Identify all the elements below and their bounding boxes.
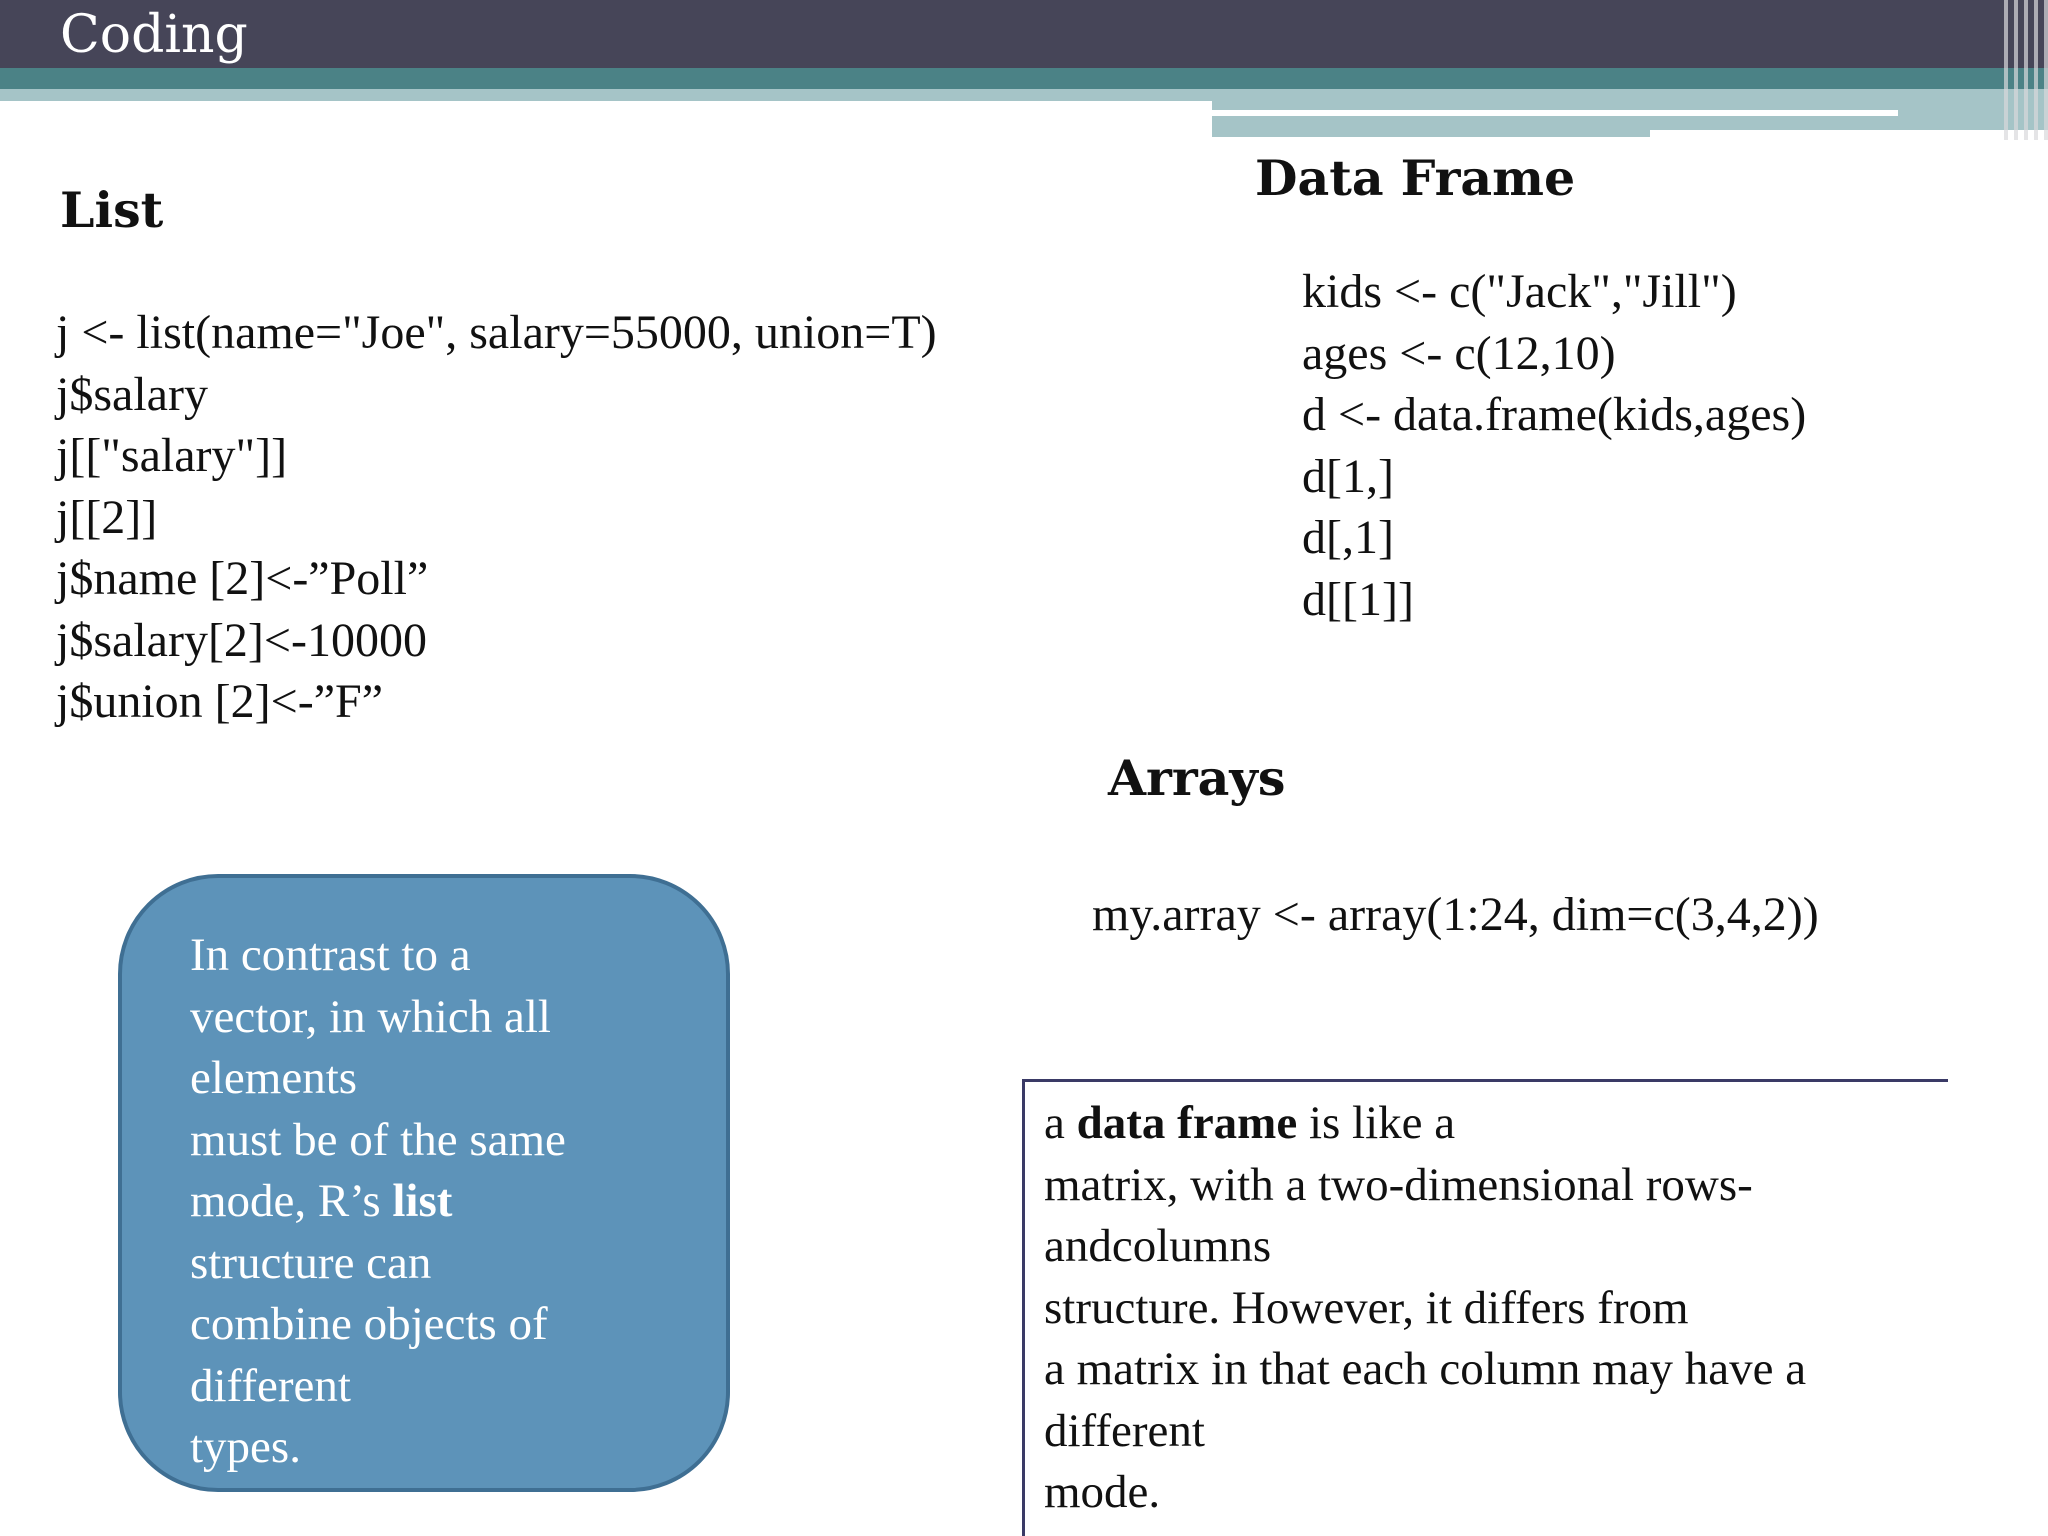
note-suffix: is like a xyxy=(1297,1097,1456,1149)
callout-line: types. xyxy=(190,1421,301,1473)
callout-bold-term: list xyxy=(392,1175,453,1227)
code-line: j$union [2]<-”F” xyxy=(56,675,383,728)
callout-line: vector, in which all xyxy=(190,990,551,1043)
code-line: d[1,] xyxy=(1302,449,1394,503)
data-frame-note-text xyxy=(1044,1093,2044,1524)
callout-line: combine objects of xyxy=(190,1298,548,1350)
callout-line: different xyxy=(190,1359,351,1412)
list-code xyxy=(56,302,937,733)
note-line: matrix, with a two-dimensional rows- xyxy=(1044,1158,1753,1211)
callout-line: structure can xyxy=(190,1236,432,1289)
note-line: different xyxy=(1044,1404,1205,1457)
accent-stripe-light xyxy=(0,89,1212,101)
code-line: j[["salary"]] xyxy=(56,429,288,482)
note-line: mode. xyxy=(1044,1466,1161,1518)
slide-title: Coding xyxy=(60,5,248,65)
arrays-code xyxy=(1092,884,1819,946)
list-callout-text xyxy=(190,925,710,1479)
callout-line: must be of the same xyxy=(190,1113,566,1166)
note-line: andcolumns xyxy=(1044,1220,1272,1272)
note-prefix: a xyxy=(1044,1097,1077,1149)
code-line: j[[2]] xyxy=(56,490,158,544)
code-line: j <- list(name="Joe", salary=55000, union=T) xyxy=(56,306,937,359)
code-line: j$name [2]<-”Poll” xyxy=(56,552,429,605)
code-line: j$salary[2]<-10000 xyxy=(56,613,427,667)
callout-line: elements xyxy=(190,1052,358,1104)
accent-line-right xyxy=(1212,110,1898,116)
note-bold-term: data frame xyxy=(1076,1097,1298,1149)
code-line: ages <- c(12,10) xyxy=(1302,326,1616,380)
code-line: d <- data.frame(kids,ages) xyxy=(1302,388,1807,441)
note-line: a matrix in that each column may have a xyxy=(1044,1343,1807,1395)
accent-stripe xyxy=(0,68,2048,89)
note-line xyxy=(1044,1093,2044,1155)
note-line: structure. However, it differs from xyxy=(1044,1281,1689,1334)
code-line: j$salary xyxy=(56,367,208,421)
callout-line: In contrast to a xyxy=(190,929,471,981)
edge-decoration xyxy=(1988,0,2048,140)
code-line: my.array <- array(1:24, dim=c(3,4,2)) xyxy=(1092,888,1819,941)
code-line: d[,1] xyxy=(1302,511,1394,564)
list-heading: List xyxy=(60,181,164,239)
code-line: d[[1]] xyxy=(1302,572,1414,626)
code-line: kids <- c("Jack","Jill") xyxy=(1302,265,1737,318)
title-bar xyxy=(0,0,2048,68)
callout-line xyxy=(190,1171,710,1233)
arrays-heading: Arrays xyxy=(1108,749,1286,807)
data-frame-heading: Data Frame xyxy=(1255,149,1576,207)
callout-line-prefix: mode, R’s xyxy=(190,1175,393,1227)
data-frame-code xyxy=(1302,261,1806,630)
